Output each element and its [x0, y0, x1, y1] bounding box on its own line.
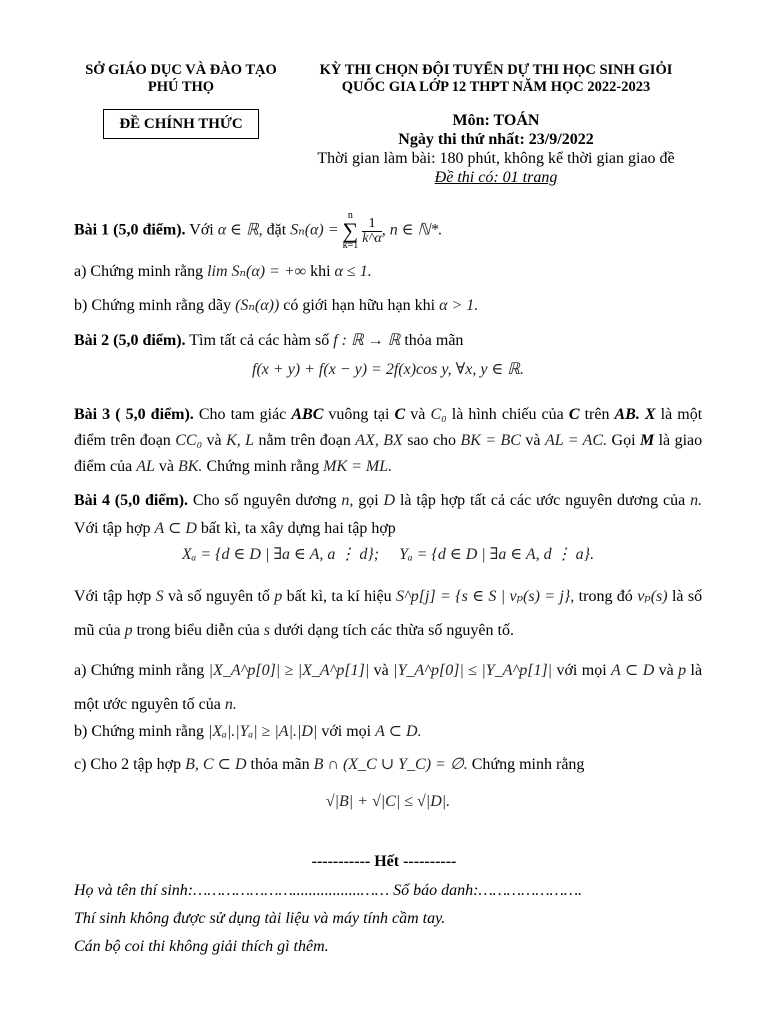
text-run: vuông tại [328, 406, 390, 423]
problem-1-title: Bài 1 (5,0 điểm). [74, 221, 186, 239]
text-run: Cho số nguyên dương [192, 492, 337, 509]
text-run: a) Chứng minh rằng [74, 263, 204, 280]
text-run: và [525, 432, 541, 449]
problem-2-statement [74, 331, 702, 351]
text-run: trong đó [578, 588, 633, 605]
text-run: sao cho [407, 432, 457, 449]
math-run: lim Sₙ(α) = +∞ [207, 263, 307, 280]
text-run: dưới dạng tích các thừa số nguyên tố. [273, 622, 514, 639]
text-run: Cho tam giác [198, 406, 287, 423]
math-run: BK = BC [460, 432, 521, 449]
problem-4-notation [74, 580, 702, 648]
math-run: C [568, 406, 580, 423]
math-run: K, L [226, 432, 255, 449]
math-run: AB. [614, 406, 640, 423]
math-run: f : ℝ → ℝ [333, 332, 401, 349]
text-run: là giao điểm của [74, 432, 703, 475]
text-run: và [658, 662, 674, 679]
math-run: |Xₐ|.|Yₐ| ≥ |A|.|D| [208, 723, 318, 740]
text-run: bất kì, ta kí hiệu [286, 588, 392, 605]
text-run: khi [310, 263, 331, 280]
math-run: AL = AC. [544, 432, 608, 449]
math-run: s [263, 622, 270, 639]
text-run: c) Cho 2 tập hợp [74, 756, 182, 773]
sum-upper: n [347, 210, 353, 221]
math-run: α ∈ ℝ, [217, 221, 263, 239]
text-run: Gọi [611, 432, 636, 449]
text-run: b) Chứng minh rằng dãy [74, 297, 232, 314]
math-run: BK. [177, 458, 203, 475]
text-run: Với tập hợp [74, 520, 151, 537]
set-y-definition: Yₐ = {d ∈ D | ∃a ∈ A, d ⋮ a}. [399, 546, 595, 563]
exam-title-line1: KỲ THI CHỌN ĐỘI TUYỂN DỰ THI HỌC SINH GIỎI [319, 62, 673, 78]
text-run: trên [584, 406, 610, 423]
math-run: C [394, 406, 406, 423]
set-x-definition: Xₐ = {d ∈ D | ∃a ∈ A, a ⋮ d}; [181, 546, 380, 563]
text-run: và [373, 662, 389, 679]
text-run: là số mũ của [74, 588, 703, 639]
text-run: Chứng minh rằng [471, 756, 585, 773]
problem-4c-inequality [74, 792, 702, 812]
math-run: n, [341, 492, 354, 509]
issuer-block [72, 62, 290, 139]
math-run: C₀ [430, 406, 447, 423]
problem-4-title: Bài 4 (5,0 điểm). [74, 492, 189, 509]
text-run: đặt [266, 221, 287, 239]
math-run: CC₀ [175, 432, 203, 449]
math-run: n. [224, 696, 237, 713]
math-run: p [124, 622, 133, 639]
text-run: Với tập hợp [74, 588, 152, 605]
math-run: AX, BX [355, 432, 403, 449]
problem-4-statement [74, 487, 702, 543]
text-run: và [158, 458, 174, 475]
math-run: A ⊂ D. [375, 723, 422, 740]
fraction-denominator: k^α [362, 230, 382, 246]
text-run: và [410, 406, 426, 423]
text-run: là một ước nguyên tố của [74, 662, 703, 713]
problem-1a [74, 262, 702, 282]
math-run: vₚ(s) [637, 588, 668, 605]
exam-subject: Môn: TOÁN [452, 112, 540, 129]
rule-no-materials: Thí sinh không được sử dụng tài liệu và máy tính cầm tay. [74, 910, 446, 927]
math-run: S [155, 588, 164, 605]
math-run: X [644, 406, 656, 423]
math-run: α ≤ 1. [334, 263, 372, 280]
text-run: nằm trên đoạn [258, 432, 351, 449]
math-run: D [383, 492, 396, 509]
problem-1-statement [74, 211, 702, 251]
text-run: a) Chứng minh rằng [74, 662, 205, 679]
text-run: bất kì, ta xây dựng hai tập hợp [200, 520, 396, 537]
fraction-numerator: 1 [362, 217, 381, 232]
math-run: (Sₙ(α)) [235, 297, 280, 314]
problem-1b [74, 296, 702, 316]
math-run: n. [690, 492, 703, 509]
exam-page-count: Đề thi có: 01 trang [434, 169, 558, 186]
math-run: p [274, 588, 283, 605]
text-run: gọi [358, 492, 379, 509]
text-run: là một điểm trên đoạn [74, 406, 703, 449]
math-run: |X_A^p[0]| ≥ |X_A^p[1]| [208, 662, 370, 679]
text-run: trong biểu diễn của [136, 622, 260, 639]
problem-3-title: Bài 3 ( 5,0 điểm). [74, 406, 194, 423]
problem-4b [74, 722, 702, 742]
math-run: Sₙ(α) = [290, 221, 339, 239]
problem-2-equation [74, 360, 702, 380]
end-marker [0, 853, 768, 871]
math-run: M [639, 432, 655, 449]
summation [343, 211, 359, 251]
text-run: Tìm tất cả các hàm số [189, 332, 330, 349]
text-run: với mọi [321, 723, 372, 740]
math-run: ABC [291, 406, 324, 423]
text-run: Chứng minh rằng [206, 458, 320, 475]
functional-equation: f(x + y) + f(x − y) = 2f(x)cos y, ∀x, y ∈ ℝ. [252, 361, 524, 378]
exam-duration: Thời gian làm bài: 180 phút, không kể thời gian giao đề [317, 150, 675, 167]
math-run: S^p[j] = {s ∈ S | vₚ(s) = j}, [396, 588, 575, 605]
text-run: thỏa mãn [404, 332, 464, 349]
text-run: có giới hạn hữu hạn khi [283, 297, 436, 314]
problem-4c [74, 755, 702, 775]
sum-sign: ∑ [342, 218, 359, 243]
problem-4a [74, 654, 702, 722]
fraction [362, 217, 381, 246]
text-run: là hình chiếu của [451, 406, 564, 423]
math-run: B, C ⊂ D [185, 756, 247, 773]
problem-2-title: Bài 2 (5,0 điểm). [74, 332, 186, 349]
text-run: và [206, 432, 222, 449]
math-run: AL [136, 458, 155, 475]
math-run: A ⊂ D [611, 662, 655, 679]
text-run: Với [189, 221, 214, 239]
text-run: thỏa mãn [250, 756, 310, 773]
text-run: là tập hợp tất cả các ước nguyên dương của [399, 492, 686, 509]
exam-date: Ngày thi thứ nhất: 23/9/2022 [398, 131, 594, 148]
math-run: A ⊂ D [154, 520, 197, 537]
math-run: B ∩ (X_C ∪ Y_C) = ∅. [313, 756, 468, 773]
problem-4-set-definitions [74, 545, 702, 565]
math-run: MK = ML. [323, 458, 393, 475]
exam-info-block [296, 62, 696, 187]
issuer-department: SỞ GIÁO DỤC VÀ ĐÀO TẠO [85, 62, 277, 78]
sum-lower: k=1 [342, 240, 359, 251]
rule-no-explanation: Cán bộ coi thi không giải thích gì thêm. [74, 938, 329, 955]
math-run: , n ∈ ℕ*. [381, 221, 443, 239]
math-run: |Y_A^p[0]| ≤ |Y_A^p[1]| [393, 662, 553, 679]
text-run: b) Chứng minh rằng [74, 723, 204, 740]
sqrt-inequality: √|B| + √|C| ≤ √|D|. [325, 793, 451, 810]
math-run: p [678, 662, 687, 679]
candidate-info-line: Họ và tên thí sinh:………………….................…… Số báo danh:…………………. [74, 882, 583, 899]
math-run: α > 1. [439, 297, 479, 314]
exam-title-line2: QUỐC GIA LỚP 12 THPT NĂM HỌC 2022-2023 [341, 79, 651, 95]
end-marker-text: ----------- Hết ---------- [311, 853, 457, 870]
issuer-province: PHÚ THỌ [147, 79, 215, 95]
official-stamp-box: ĐỀ CHÍNH THỨC [103, 109, 259, 139]
problem-3-statement [74, 402, 702, 480]
text-run: và số nguyên tố [167, 588, 270, 605]
text-run: với mọi [556, 662, 607, 679]
